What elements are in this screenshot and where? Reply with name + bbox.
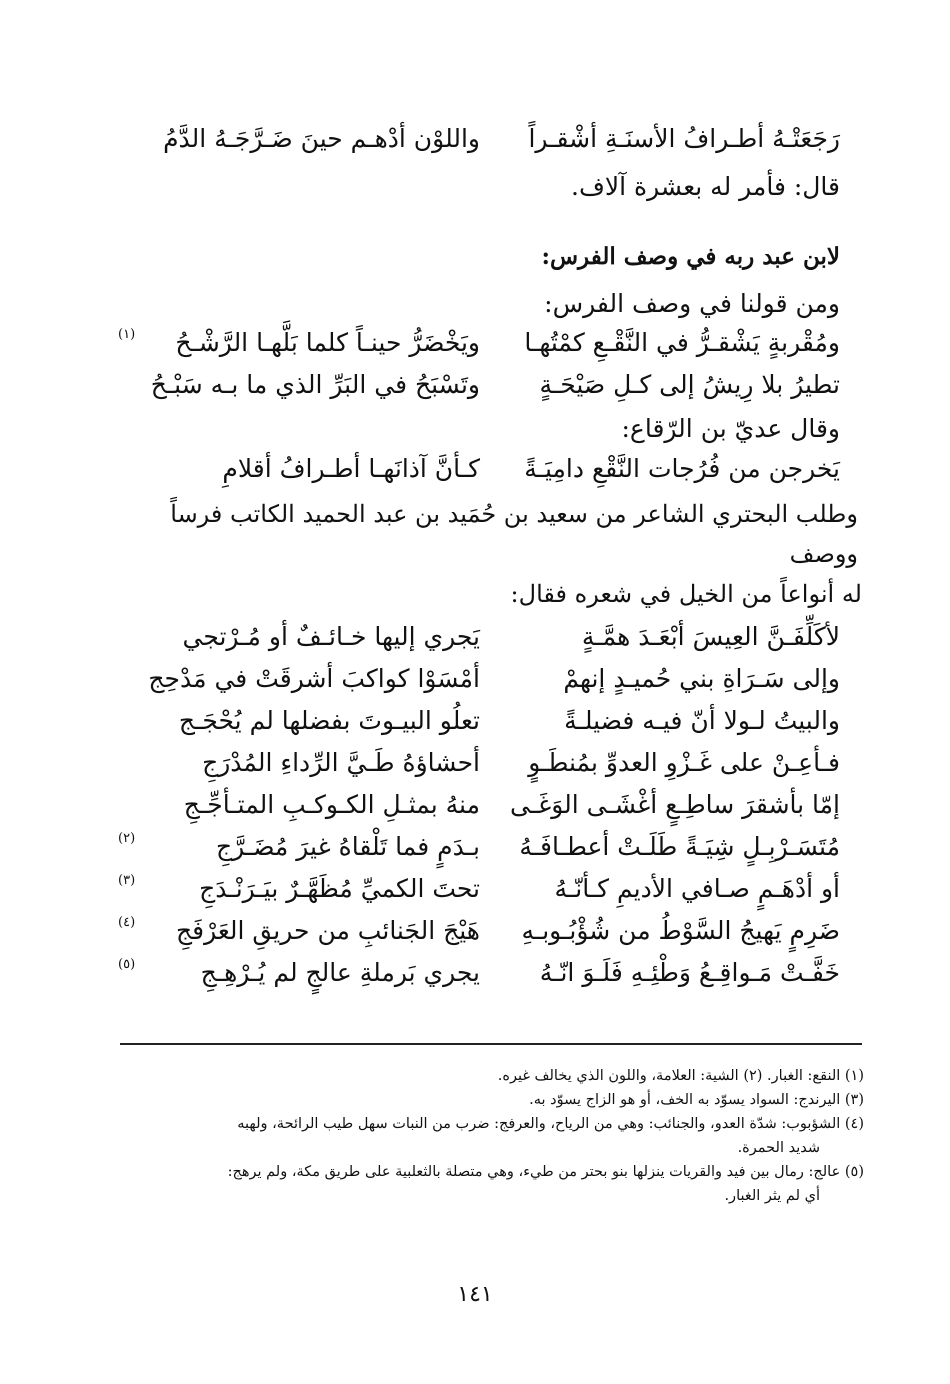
- footnote-divider: [120, 1043, 862, 1045]
- verse-hemistich-second: كـأنَّ آذانَهـا أطـرافُ أقلامِ: [222, 454, 480, 483]
- narration-line: قال: فأمر له بعشرة آلاف.: [571, 172, 840, 201]
- footnote-marker: (١): [118, 327, 136, 342]
- verse-hemistich-second: ويَخْضَرُّ حينـاً كلما بَلَّهـا الرَّشْـحُ: [175, 328, 480, 357]
- opening-verse: [120, 118, 840, 160]
- verse-row: [120, 700, 840, 742]
- verse-hemistich-second: أحشاؤهُ طَـيَّ الرِّداءِ المُدْرَجِ: [202, 748, 480, 777]
- verse-row: [120, 910, 840, 952]
- prose-line: وطلب البحتري الشاعر من سعيد بن حُمَيد بن عبد الحميد الكاتب فرساً ووصف: [170, 500, 858, 568]
- footnote-item: [118, 1064, 864, 1088]
- footnote-text: (١) النقع: الغبار. (٢) الشية: العلامة، واللون الذي يخالف غيره.: [497, 1068, 864, 1084]
- verse-group-3: [120, 616, 840, 994]
- footnote-item: [118, 1088, 864, 1112]
- intro-line: وقال عديّ بن الرّقاع:: [621, 414, 840, 443]
- verse-row: [120, 742, 840, 784]
- verse-row: [120, 616, 840, 658]
- verse-hemistich-second: منهُ بمثـلِ الكـوكـبِ المتـأجِّـجِ: [183, 790, 480, 819]
- footnote-text: (٥) عالج: رمال بين فيد والقريات ينزلها بنو بحتر من طيء، وهي متصلة بالثعلبية على طريق مكة، ولم يرهج:: [227, 1164, 864, 1180]
- verse-hemistich-second: وتَسْبَحُ في البَرِّ الذي ما بـه سَبْـحُ: [150, 370, 480, 399]
- verse-hemistich-first: ومُقْربةٍ يَشْقـرُّ في النَّقْـعِ كمْتُهـا: [524, 328, 840, 357]
- footnote-continuation: شديد الحمرة.: [737, 1140, 820, 1156]
- verse-hemistich-first: ضَرِمٍ يَهيجُ السَّوْطُ من شُؤْبُـوبـهِ: [521, 916, 840, 945]
- footnotes: [118, 1064, 864, 1208]
- verse-hemistich-second: أمْسَوْا كواكبَ أشرقَتْ في مَدْحِج: [148, 664, 480, 693]
- verse-row: [120, 658, 840, 700]
- prose-line: له أنواعاً من الخيل في شعره فقال:: [510, 580, 862, 608]
- footnote-continuation: أي لم يثر الغبار.: [724, 1188, 820, 1204]
- footnote-marker: (٥): [118, 957, 136, 972]
- footnote-text: (٤) الشؤبوب: شدّة العدو، والجنائب: وهي من الرياح، والعرفج: ضرب من النبات سهل طيب الرائحة، ولهبه: [237, 1116, 864, 1132]
- verse-hemistich-first: رَجَعَتْـهُ أطـرافُ الأسنَـةِ أشْقـراً: [528, 124, 840, 153]
- verse-hemistich-first: تطيرُ بلا رِيشُ إلى كـلِ صَيْحَـةٍ: [539, 370, 840, 399]
- verse-row: [120, 448, 840, 490]
- verse-hemistich-first: فـأعِـنْ على غَـزْوِ العدوِّ بمُنطَـوٍ: [528, 748, 840, 777]
- verse-hemistich-second: بـدَمٍ فما تَلْقاهُ غيرَ مُضَـرَّجِ: [215, 832, 480, 861]
- verse-row: [120, 952, 840, 994]
- verse-hemistich-second: واللوْن أدْهـم حينَ ضَـرَّجَـهُ الدَّمُ: [163, 124, 480, 153]
- section-heading: لابن عبد ربه في وصف الفرس:: [541, 243, 840, 270]
- footnote-marker: (٣): [118, 873, 136, 888]
- verse-hemistich-first: لأكَلِّفَـنَّ العِيسَ أبْعَـدَ همَّـةٍ: [581, 622, 840, 651]
- verse-hemistich-second: تعلُو البيـوتَ بفضلها لم يُحْجَـج: [178, 706, 480, 735]
- verse-row: [120, 364, 840, 406]
- footnote-marker: (٢): [118, 831, 136, 846]
- page-number: ١٤١: [457, 1282, 493, 1307]
- verse-hemistich-first: مُتَسَـرْبِـلٍ شِيَـةً طَلَـتْ أعطـافَـهُ: [519, 832, 840, 861]
- verse-hemistich-first: إمّا بأشقرَ ساطِـعٍ أغْشَـى الوَغَـى: [510, 790, 840, 819]
- verse-hemistich-second: يَجري إليها خـائـفٌ أو مُـرْتجي: [182, 622, 480, 651]
- footnote-item: [118, 1112, 864, 1160]
- verse-row: [120, 784, 840, 826]
- intro-line: ومن قولنا في وصف الفرس:: [544, 289, 840, 318]
- verse-row: [120, 826, 840, 868]
- footnote-item: [118, 1160, 864, 1208]
- verse-hemistich-first: يَخرجن من فُرُجات النَّقْعِ دامِيَـةً: [524, 454, 840, 483]
- verse-hemistich-first: أو أدْهَـمٍ صـافي الأديمِ كـأنّـهُ: [554, 874, 840, 903]
- verse-hemistich-second: تحتَ الكميِّ مُظَهَّـرٌ بيَـرَنْـدَجِ: [199, 874, 480, 903]
- verse-row: [120, 322, 840, 364]
- verse-row: [120, 868, 840, 910]
- footnote-text: (٣) اليرندج: السواد يسوّد به الخف، أو هو الزاج يسوّد به.: [529, 1092, 864, 1108]
- verse-hemistich-second: هَيْجَ الجَنائبِ من حريقِ العَرْفَجِ: [175, 916, 480, 945]
- footnote-marker: (٤): [118, 915, 136, 930]
- page-body: [118, 118, 862, 994]
- verse-hemistich-first: وإلى سَـرَاةِ بني حُميـدٍ إنهمْ: [563, 664, 840, 693]
- prose-paragraph: [120, 494, 862, 614]
- verse-hemistich-first: والبيتُ لـولا أنّ فيـه فضيلـةً: [564, 706, 840, 735]
- verse-group-1: [120, 322, 840, 406]
- verse-hemistich-second: يجري بَرملةِ عالجٍ لم يُـرْهِـجِ: [200, 958, 480, 987]
- verse-hemistich-first: خَفَّـتْ مَـواقِـعُ وَطْئِـهِ فَلَـوَ انّـهُ: [539, 958, 840, 987]
